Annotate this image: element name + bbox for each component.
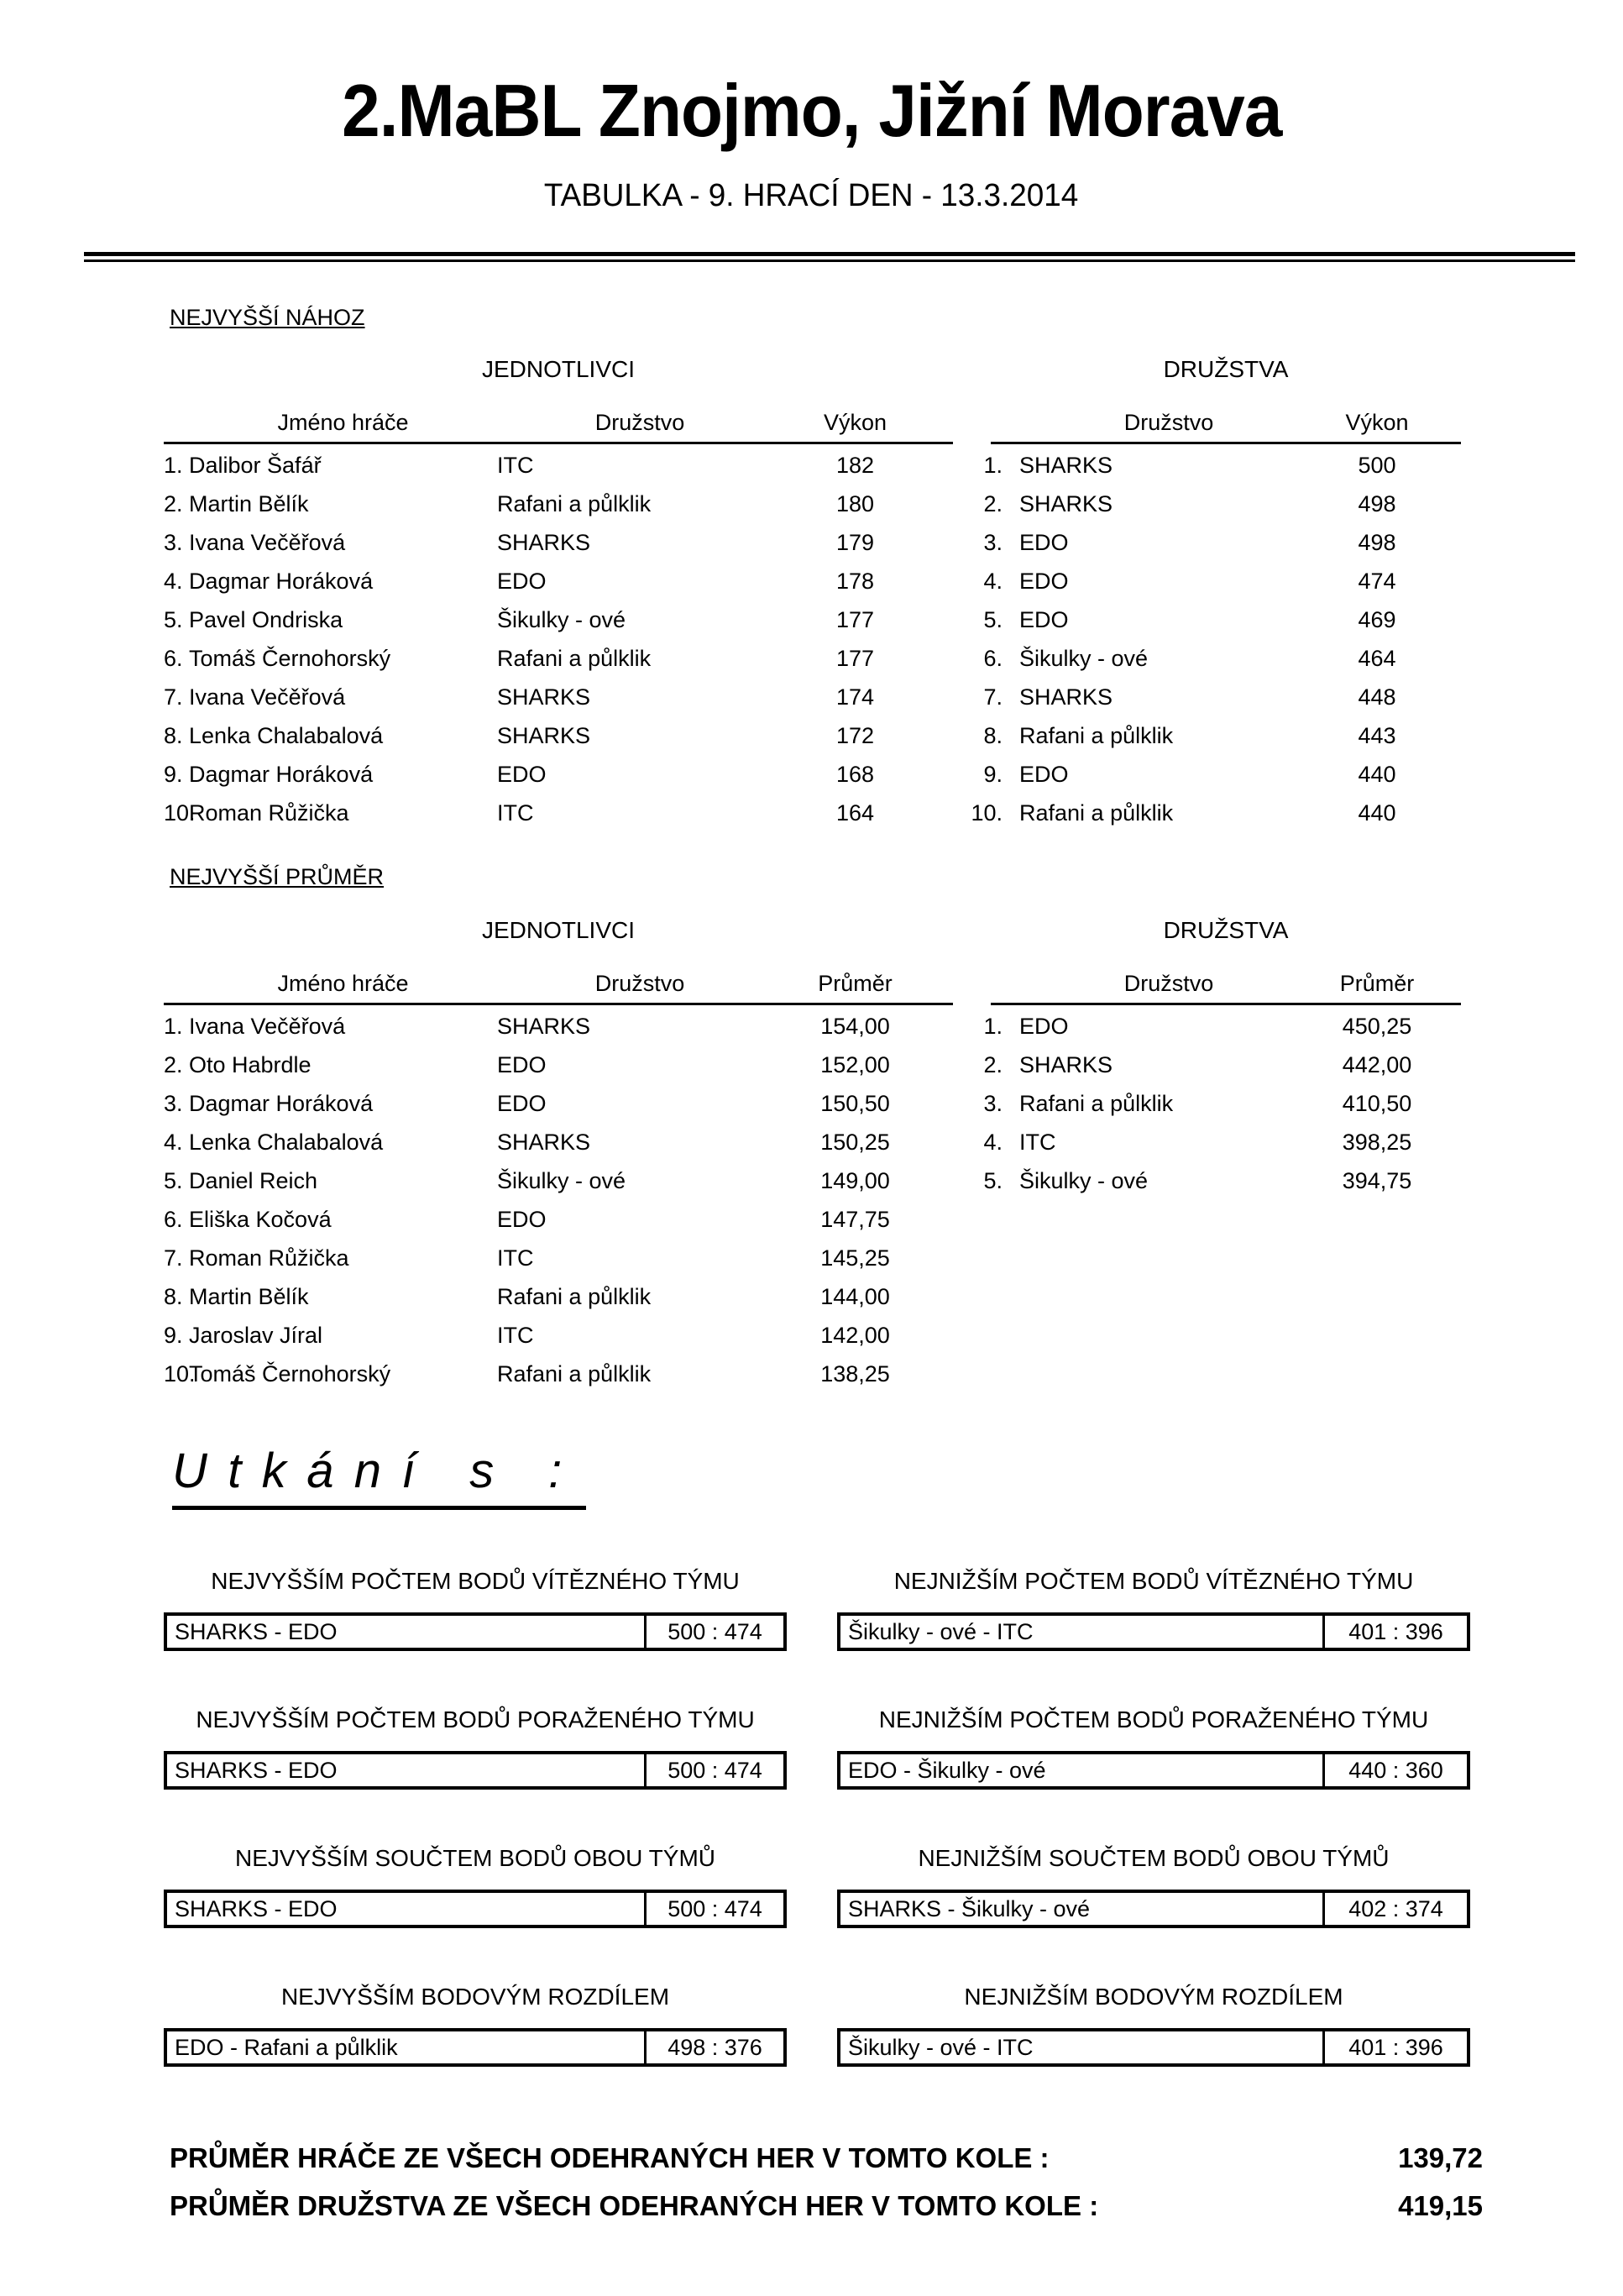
cell-player-name: Dalibor Šafář: [189, 452, 322, 478]
cell-rank: 4.: [164, 568, 183, 594]
cell-rank: 3.: [983, 529, 1003, 555]
table-title-prumer-individuals: JEDNOTLIVCI: [481, 917, 636, 943]
record-score: 500 : 474: [644, 1616, 783, 1648]
cell-player-name: Jaroslav Jíral: [189, 1322, 323, 1348]
cell-value: 440: [1358, 799, 1396, 826]
cell-player-name: Ivana Večěřová: [189, 529, 346, 555]
cell-player-name: Daniel Reich: [189, 1167, 318, 1193]
footer-average-player-value: 139,72: [1398, 2142, 1483, 2173]
cell-team: ITC: [497, 1245, 534, 1271]
record-box: [837, 1751, 1470, 1790]
section-heading-utkani: Utkání s :: [172, 1446, 586, 1510]
cell-player-name: Tomáš Černohorský: [189, 645, 391, 671]
cell-team: EDO: [1019, 761, 1069, 787]
cell-team: SHARKS: [1019, 452, 1113, 478]
cell-rank: 4.: [983, 568, 1003, 594]
cell-team: Rafani a půlklik: [497, 1360, 652, 1387]
record-score: 401 : 396: [1322, 1616, 1467, 1648]
cell-rank: 10.: [971, 799, 1003, 826]
cell-team: SHARKS: [497, 1129, 591, 1155]
record-score: 498 : 376: [644, 2031, 783, 2063]
record-score: 401 : 396: [1322, 2031, 1467, 2063]
cell-team: EDO: [497, 1051, 547, 1077]
cell-team: ITC: [497, 799, 534, 826]
record-match: EDO - Šikulky - ové: [848, 1757, 1046, 1783]
cell-value: 150,50: [820, 1090, 890, 1116]
cell-value: 152,00: [820, 1051, 890, 1077]
cell-team: SHARKS: [1019, 490, 1113, 516]
table-row: [0, 716, 1623, 755]
record-match: Šikulky - ové - ITC: [848, 1618, 1034, 1644]
column-header-team: Družstvo: [594, 409, 685, 435]
table-row: [0, 485, 1623, 523]
cell-rank: 9.: [164, 761, 183, 787]
cell-rank: 1.: [983, 1013, 1003, 1039]
table-row: [0, 1277, 1623, 1316]
cell-player-name: Tomáš Černohorský: [189, 1360, 391, 1387]
cell-player-name: Roman Růžička: [189, 799, 349, 826]
cell-player-name: Ivana Večěřová: [189, 684, 346, 710]
box-label: NEJVYŠŠÍM SOUČTEM BODŮ OBOU TÝMŮ: [235, 1845, 715, 1871]
cell-team: SHARKS: [1019, 684, 1113, 710]
cell-team: EDO: [497, 568, 547, 594]
box-label: NEJVYŠŠÍM BODOVÝM ROZDÍLEM: [280, 1984, 670, 2010]
cell-value: 394,75: [1342, 1167, 1412, 1193]
column-header-value: Průměr: [1339, 970, 1415, 996]
cell-rank: 8.: [164, 722, 183, 748]
cell-team: Rafani a půlklik: [1019, 799, 1174, 826]
cell-team: Šikulky - ové: [497, 606, 626, 632]
cell-team: SHARKS: [497, 1013, 591, 1039]
table-row: [0, 1161, 1623, 1200]
cell-team: SHARKS: [497, 722, 591, 748]
table-row: [0, 523, 1623, 562]
table-row: [0, 1355, 1623, 1393]
cell-value: 498: [1358, 490, 1396, 516]
column-header-value: Průměr: [818, 970, 893, 996]
tables-prumer: [0, 964, 1623, 1393]
table-row: [0, 639, 1623, 678]
table-title-nahoz-individuals: JEDNOTLIVCI: [481, 356, 636, 382]
box-label: NEJNIŽŠÍM POČTEM BODŮ VÍTĚZNÉHO TÝMU: [893, 1568, 1414, 1594]
table-row: [0, 1200, 1623, 1239]
cell-team: ITC: [497, 1322, 534, 1348]
cell-rank: 8.: [164, 1283, 183, 1309]
cell-value: 410,50: [1342, 1090, 1412, 1116]
footer-average-player-label: PRŮMĚR HRÁČE ZE VŠECH ODEHRANÝCH HER V TOMTO KOLE :: [170, 2142, 1050, 2173]
cell-rank: 4.: [983, 1129, 1003, 1155]
cell-rank: 6.: [983, 645, 1003, 671]
cell-value: 180: [835, 490, 875, 516]
cell-team: ITC: [497, 452, 534, 478]
cell-value: 177: [835, 645, 875, 671]
cell-value: 498: [1358, 529, 1396, 555]
cell-value: 450,25: [1342, 1013, 1412, 1039]
cell-rank: 3.: [164, 529, 183, 555]
cell-rank: 3.: [164, 1090, 183, 1116]
cell-rank: 10.: [164, 1360, 196, 1387]
cell-team: Rafani a půlklik: [1019, 1090, 1174, 1116]
cell-value: 443: [1358, 722, 1396, 748]
cell-value: 182: [835, 452, 875, 478]
record-box: [164, 1612, 787, 1651]
table-row: [0, 1046, 1623, 1084]
page-title-text: 2.MaBL Znojmo, Jižní Morava: [341, 69, 1282, 152]
cell-value: 469: [1358, 606, 1396, 632]
cell-value: 398,25: [1342, 1129, 1412, 1155]
cell-rank: 5.: [164, 606, 183, 632]
cell-team: Rafani a půlklik: [497, 490, 652, 516]
cell-value: 147,75: [820, 1206, 890, 1232]
cell-value: 142,00: [820, 1322, 890, 1348]
column-header-value: Výkon: [823, 409, 887, 435]
column-header-value: Výkon: [1345, 409, 1409, 435]
cell-value: 177: [835, 606, 875, 632]
cell-rank: 7.: [164, 684, 183, 710]
box-label: NEJNIŽŠÍM SOUČTEM BODŮ OBOU TÝMŮ: [918, 1845, 1390, 1871]
cell-team: EDO: [1019, 606, 1069, 632]
cell-player-name: Pavel Ondriska: [189, 606, 343, 632]
cell-team: EDO: [497, 1090, 547, 1116]
record-match: SHARKS - EDO: [175, 1618, 338, 1644]
cell-team: SHARKS: [1019, 1051, 1113, 1077]
box-label: NEJVYŠŠÍM POČTEM BODŮ VÍTĚZNÉHO TÝMU: [211, 1568, 740, 1594]
table-header-row: [0, 964, 1623, 1003]
cell-value: 448: [1358, 684, 1396, 710]
cell-value: 172: [835, 722, 875, 748]
footer-average-team-label: PRŮMĚR DRUŽSTVA ZE VŠECH ODEHRANÝCH HER V TOMTO KOLE :: [170, 2190, 1099, 2221]
table-row: [0, 1084, 1623, 1123]
cell-value: 149,00: [820, 1167, 890, 1193]
table-title-prumer-teams: DRUŽSTVA: [1163, 917, 1289, 943]
cell-team: EDO: [1019, 1013, 1069, 1039]
box-label: NEJNIŽŠÍM POČTEM BODŮ PORAŽENÉHO TÝMU: [878, 1706, 1429, 1732]
cell-player-name: Lenka Chalabalová: [189, 722, 384, 748]
cell-team: Rafani a půlklik: [497, 1283, 652, 1309]
cell-player-name: Martin Bělík: [189, 1283, 309, 1309]
cell-rank: 10.: [164, 799, 196, 826]
page-title: [0, 69, 1623, 152]
cell-value: 150,25: [820, 1129, 890, 1155]
record-match: SHARKS - EDO: [175, 1757, 338, 1783]
table-row: [0, 755, 1623, 794]
cell-player-name: Dagmar Horáková: [189, 1090, 374, 1116]
cell-team: Šikulky - ové: [497, 1167, 626, 1193]
cell-team: EDO: [497, 761, 547, 787]
cell-player-name: Ivana Večěřová: [189, 1013, 346, 1039]
table-row: [0, 1239, 1623, 1277]
table-row: [0, 1316, 1623, 1355]
cell-player-name: Eliška Kočová: [189, 1206, 332, 1232]
table-row: [0, 794, 1623, 832]
box-label: NEJNIŽŠÍM BODOVÝM ROZDÍLEM: [964, 1984, 1343, 2010]
cell-rank: 2.: [983, 490, 1003, 516]
section-heading-utkani-wrap: [172, 1446, 586, 1510]
cell-rank: 7.: [983, 684, 1003, 710]
cell-team: EDO: [1019, 529, 1069, 555]
cell-value: 440: [1358, 761, 1396, 787]
record-score: 440 : 360: [1322, 1754, 1467, 1786]
cell-value: 442,00: [1342, 1051, 1412, 1077]
cell-player-name: Martin Bělík: [189, 490, 309, 516]
header-underline-left: [164, 442, 953, 444]
cell-value: 464: [1358, 645, 1396, 671]
table-row: [0, 600, 1623, 639]
record-match: Šikulky - ové - ITC: [848, 2034, 1034, 2060]
cell-value: 178: [835, 568, 875, 594]
cell-value: 145,25: [820, 1245, 890, 1271]
cell-team: EDO: [497, 1206, 547, 1232]
cell-player-name: Roman Růžička: [189, 1245, 349, 1271]
cell-value: 154,00: [820, 1013, 890, 1039]
cell-team: EDO: [1019, 568, 1069, 594]
record-score: 402 : 374: [1322, 1893, 1467, 1925]
cell-player-name: Lenka Chalabalová: [189, 1129, 384, 1155]
cell-rank: 4.: [164, 1129, 183, 1155]
record-score: 500 : 474: [644, 1754, 783, 1786]
record-box: [837, 1612, 1470, 1651]
cell-team: Šikulky - ové: [1019, 645, 1149, 671]
cell-rank: 1.: [164, 1013, 183, 1039]
column-header-team: Družstvo: [1123, 409, 1214, 435]
tables-nahoz: [0, 403, 1623, 832]
table-row: [0, 562, 1623, 600]
box-label: NEJVYŠŠÍM POČTEM BODŮ PORAŽENÉHO TÝMU: [196, 1706, 755, 1732]
cell-rank: 7.: [164, 1245, 183, 1271]
section-heading-prumer: NEJVYŠŠÍ PRŮMĚR: [170, 864, 385, 889]
cell-rank: 9.: [164, 1322, 183, 1348]
double-rule-divider: [84, 252, 1575, 262]
cell-rank: 9.: [983, 761, 1003, 787]
header-underline-left: [164, 1003, 953, 1005]
record-match: SHARKS - Šikulky - ové: [848, 1895, 1091, 1921]
cell-player-name: Oto Habrdle: [189, 1051, 312, 1077]
cell-value: 174: [835, 684, 875, 710]
cell-value: 144,00: [820, 1283, 890, 1309]
footer-average-team-value: 419,15: [1398, 2190, 1483, 2221]
cell-rank: 6.: [164, 1206, 183, 1232]
cell-rank: 5.: [983, 606, 1003, 632]
cell-rank: 5.: [983, 1167, 1003, 1193]
cell-rank: 5.: [164, 1167, 183, 1193]
cell-value: 164: [835, 799, 875, 826]
cell-team: Šikulky - ové: [1019, 1167, 1149, 1193]
table-title-nahoz-teams: DRUŽSTVA: [1163, 356, 1289, 382]
cell-rank: 1.: [164, 452, 183, 478]
table-row: [0, 446, 1623, 485]
column-header-name: Jméno hráče: [277, 409, 409, 435]
record-box: [837, 2028, 1470, 2067]
cell-team: SHARKS: [497, 684, 591, 710]
cell-rank: 8.: [983, 722, 1003, 748]
cell-team: SHARKS: [497, 529, 591, 555]
cell-player-name: Dagmar Horáková: [189, 761, 374, 787]
table-row: [0, 1007, 1623, 1046]
table-row: [0, 678, 1623, 716]
cell-value: 179: [835, 529, 875, 555]
cell-rank: 2.: [164, 1051, 183, 1077]
cell-value: 474: [1358, 568, 1396, 594]
record-box: [164, 2028, 787, 2067]
column-header-team: Družstvo: [1123, 970, 1214, 996]
cell-team: Rafani a půlklik: [497, 645, 652, 671]
cell-player-name: Dagmar Horáková: [189, 568, 374, 594]
page-subtitle: [0, 180, 1623, 212]
column-header-name: Jméno hráče: [277, 970, 409, 996]
record-box: [164, 1890, 787, 1928]
table-header-row: [0, 403, 1623, 442]
section-heading-nahoz: NEJVYŠŠÍ NÁHOZ: [170, 305, 365, 330]
column-header-team: Družstvo: [594, 970, 685, 996]
record-box: [837, 1890, 1470, 1928]
table-row: [0, 1123, 1623, 1161]
cell-rank: 6.: [164, 645, 183, 671]
cell-value: 168: [835, 761, 875, 787]
cell-rank: 2.: [164, 490, 183, 516]
header-underline-right: [991, 442, 1461, 444]
cell-team: Rafani a půlklik: [1019, 722, 1174, 748]
record-match: SHARKS - EDO: [175, 1895, 338, 1921]
cell-rank: 2.: [983, 1051, 1003, 1077]
cell-value: 500: [1358, 452, 1396, 478]
page-subtitle-text: TABULKA - 9. HRACÍ DEN - 13.3.2014: [544, 178, 1079, 213]
cell-rank: 1.: [983, 452, 1003, 478]
cell-rank: 3.: [983, 1090, 1003, 1116]
record-score: 500 : 474: [644, 1893, 783, 1925]
header-underline-right: [991, 1003, 1461, 1005]
cell-team: ITC: [1019, 1129, 1056, 1155]
record-box: [164, 1751, 787, 1790]
record-match: EDO - Rafani a půlklik: [175, 2034, 398, 2060]
cell-value: 138,25: [820, 1360, 890, 1387]
